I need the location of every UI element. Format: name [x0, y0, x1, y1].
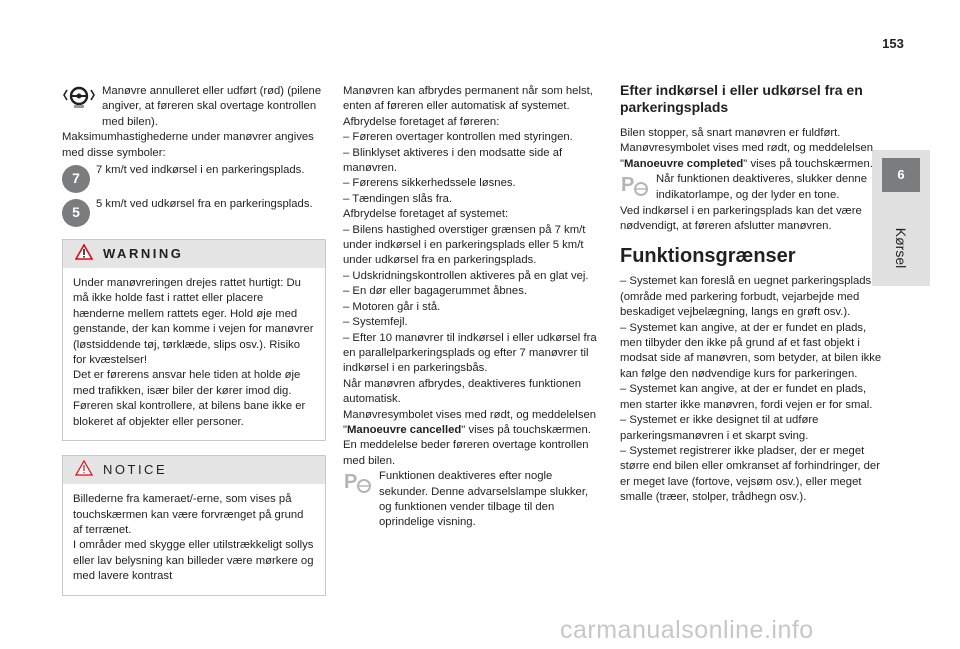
- watermark: carmanualsonline.info: [560, 616, 814, 644]
- cancelled-label: Manoeuvre cancelled: [347, 423, 462, 436]
- system-cancel-item: – Efter 10 manøvrer til indkørsel i eller udkørsel fra en parallelparkeringsplads og efter 7 manøvrer til indkørsel i en parkeringsbås.: [343, 331, 597, 375]
- cancelled-after: " vises på touchskærmen.: [461, 423, 591, 436]
- intro-row: [62, 84, 326, 130]
- cancelled-before: Manøvresymbolet vises med rødt, og meddelelsen ": [343, 408, 597, 436]
- notice-text-1: Billederne fra kameraet/-erne, som vises på touchskærmen kan være forvrænget på grund af terrænet.: [73, 493, 304, 536]
- driver-cancel-item: – Førerens sikkerhedssele løsnes.: [343, 177, 516, 190]
- limit-item: – Systemet registrerer ikke pladser, der er meget større end bilen eller omkranset af forhindringer, der er meget lave (fortove, vejsøm osv.), eller meget smalle (træer, stolper, trådhegn osv.).: [620, 444, 880, 504]
- system-cancel-item: – Bilens hastighed overstiger grænsen på 7 km/t under indkørsel i en parkeringsplads eller 5 km/t under udkørsel fra en parkeringsplads.: [343, 223, 586, 267]
- lamp-off-text: Funktionen deaktiveres efter nogle sekunder. Denne advarselslampe slukker, og funktionen vender tilbage til den oprindelige visning.: [379, 470, 589, 529]
- warning-header: [63, 240, 325, 268]
- cancel-intro: Manøvren kan afbrydes permanent når som helst, enten af føreren eller automatisk af systemet.: [343, 85, 593, 113]
- system-cancel-item: – Systemfejl.: [343, 316, 408, 329]
- lamp-off-tone-text: Når funktionen deaktiveres, slukker denne indikatorlampe, og der lyder en tone.: [656, 173, 867, 201]
- notice-box: [62, 455, 326, 595]
- intro-text: Manøvre annulleret eller udført (rød) (pilene angiver, at føreren skal overtage kontrollen med bilen).: [102, 85, 322, 128]
- completed-message-text: [620, 141, 882, 172]
- parking-assist-icon: [620, 172, 650, 203]
- notice-body: [63, 484, 325, 594]
- limits-heading: Funktionsgrænser: [620, 245, 796, 268]
- warning-text-1: Under manøvreringen drejes rattet hurtigt: Du må ikke holde fast i rattet eller placere hænderne mellem rattets eger. Hold øje med genstande, der kan komme i vejen for manøvrer (løstsiddende tøj, tørklæde, slips osv.). Risiko for kvæstelser!: [73, 277, 314, 367]
- completed-after: " vises på touchskærmen.: [743, 157, 873, 170]
- warning-title: WARNING: [103, 246, 184, 262]
- speed-7-text: 7 km/t ved indkørsel i en parkeringsplads.: [96, 164, 305, 177]
- driver-cancel-item: – Blinklyset aktiveres i den modsatte side af manøvren.: [343, 146, 563, 175]
- chapter-label-wrap: [885, 218, 917, 278]
- warning-text-2: Det er førerens ansvar hele tiden at holde øje med trafikken, især biler der kører imod dig. Føreren skal kontrollere, at bilens bane ikke er blokeret af objekter eller personer.: [73, 369, 306, 428]
- column-3: [620, 82, 882, 506]
- notice-text-2: I områder med skygge eller utilstrækkeligt sollys eller lav belysning kan billeder være mørkere og med lavere kontrast: [73, 539, 314, 583]
- notice-triangle-icon: [75, 460, 93, 479]
- finish-manoeuvre-text: Ved indkørsel i en parkeringsplads kan det være nødvendigt, at føreren afslutter manøvren.: [620, 204, 862, 233]
- limit-item: – Systemet kan angive, at der er fundet en plads, men tilbyder den ikke på grund af et fast objekt i modsat side af manøvren, som betyder, at bilen ikke kan følge den nødvendige kurs for parkeringen.: [620, 321, 882, 380]
- completed-label: Manoeuvre completed: [624, 157, 744, 170]
- system-cancel-item: – En dør eller bagagerummet åbnes.: [343, 285, 527, 298]
- system-cancel-item: – Udskridningskontrollen aktiveres på en glat vej.: [343, 269, 589, 282]
- speed-limit-5-icon: 5: [62, 199, 90, 227]
- stop-text: Bilen stopper, så snart manøvren er fuldført.: [620, 127, 841, 139]
- speed-limit-7-icon: 7: [62, 165, 90, 193]
- warning-box: [62, 239, 326, 441]
- svg-text:P: P: [621, 174, 635, 197]
- notice-header: [63, 456, 325, 484]
- limit-item: – Systemet kan foreslå en uegnet parkeringsplads (område med parkering forbudt, vejarbejde med beskadiget vejbelægning, langs en grøft osv.).: [620, 275, 872, 319]
- warning-triangle-icon: [75, 244, 93, 263]
- speed-5-text: 5 km/t ved udkørsel fra en parkeringsplads.: [96, 198, 313, 211]
- lamp-row: [343, 469, 603, 531]
- cancelled-message-text: [343, 408, 603, 439]
- completed-before: Manøvresymbolet vises med rødt, og meddelelsen ": [620, 142, 874, 170]
- chapter-number: 6: [882, 158, 920, 192]
- column-1: [62, 84, 326, 596]
- driver-cancel-item: – Tændingen slås fra.: [343, 192, 453, 205]
- speed-row-5: [62, 197, 326, 227]
- system-cancel-heading: Afbrydelse foretaget af systemet:: [343, 208, 509, 221]
- limit-item: – Systemet er ikke designet til at udføre parkeringsmanøvren i et skarpt sving.: [620, 414, 819, 442]
- deactivation-text: Når manøvren afbrydes, deaktiveres funktionen automatisk.: [343, 377, 581, 406]
- notice-title: NOTICE: [103, 462, 168, 478]
- driver-cancel-heading: Afbrydelse foretaget af føreren:: [343, 115, 500, 128]
- limit-item: – Systemet kan angive, at der er fundet en plads, men starter ikke manøvren, fordi vejen er for smal.: [620, 383, 873, 411]
- system-cancel-item: – Motoren går i stå.: [343, 300, 441, 313]
- lamp-off-row: [620, 172, 882, 203]
- after-parking-heading: Efter indkørsel i eller udkørsel fra en parkeringsplads: [620, 82, 863, 115]
- steering-hands-icon: [62, 84, 96, 115]
- driver-cancel-item: – Føreren overtager kontrollen med styringen.: [343, 131, 573, 144]
- chapter-label: Kørsel: [893, 227, 909, 269]
- speed-row-7: [62, 163, 326, 193]
- column-2: [343, 84, 603, 531]
- page-number: 153: [882, 36, 904, 51]
- svg-text:P: P: [344, 471, 358, 494]
- max-speed-text: Maksimumhastighederne under manøvrer angives med disse symboler:: [62, 131, 314, 159]
- warning-body: [63, 268, 325, 440]
- parking-assist-icon: [343, 469, 373, 500]
- takeover-text: En meddelelse beder føreren overtage kontrollen med bilen.: [343, 439, 589, 467]
